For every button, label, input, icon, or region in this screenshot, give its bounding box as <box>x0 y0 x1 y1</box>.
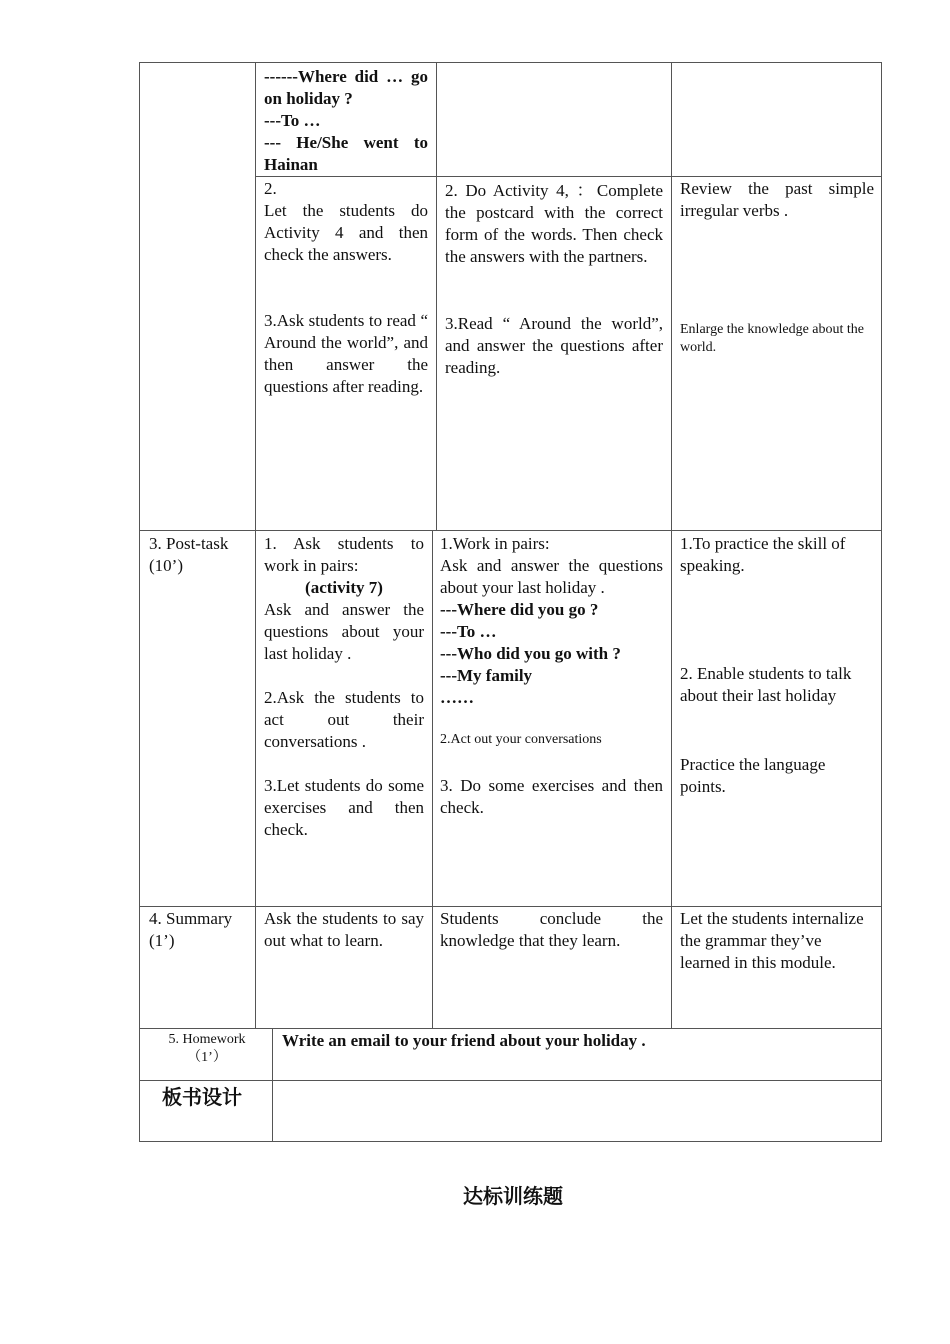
row-divider-board <box>139 1080 882 1081</box>
post-task-teacher-cell <box>264 533 424 841</box>
step2-teacher-number: 2. <box>264 179 277 198</box>
dialogue-line-4: ---My family <box>440 666 533 685</box>
step3-purpose-cell: Enlarge the knowledge about the world. <box>680 322 865 355</box>
col-divider-stage <box>255 62 256 1028</box>
continuation-teacher-cell <box>264 66 428 176</box>
row-divider-continuation <box>255 176 882 177</box>
homework-stage-cell <box>146 1031 268 1067</box>
col-divider-student <box>671 62 672 1028</box>
homework-stage-label: 5. Homework <box>168 1032 246 1047</box>
post-task-teacher-item3: 3.Let students do some exercises and then check. <box>264 776 424 839</box>
row-divider-homework <box>139 1028 882 1029</box>
dialogue-line-3: ---Who did you go with ? <box>440 644 621 663</box>
post-task-teacher-item2: 2.Ask the students to act out their conversations . <box>264 688 424 751</box>
summary-purpose-cell: Let the students internalize the grammar they’ve learned in this module. <box>680 909 864 972</box>
summary-student-cell: Students conclude the knowledge that they learn. <box>440 909 663 950</box>
row-divider-post-task <box>139 530 882 531</box>
post-task-purpose-2: 2. Enable students to talk about their last holiday <box>680 664 852 705</box>
continuation-line-3: --- He/She went to Hainan <box>264 133 428 174</box>
step3-student-cell: 3.Read “ Around the world”, and answer the questions after reading. <box>445 314 663 377</box>
homework-stage-time: （1’） <box>187 1050 227 1065</box>
continuation-line-2: ---To … <box>264 111 321 130</box>
col-divider-homework <box>272 1028 273 1142</box>
post-task-student-cell <box>440 533 663 819</box>
post-task-teacher-activity: (activity 7) <box>305 578 383 597</box>
post-task-purpose-1: 1.To practice the skill of speaking. <box>680 534 846 575</box>
post-task-student-item2: 2.Act out your conversations <box>440 732 602 747</box>
continuation-line-1: ------Where did … go on holiday ? <box>264 67 428 108</box>
summary-teacher-cell: Ask the students to say out what to learn. <box>264 909 424 950</box>
dialogue-line-2: ---To … <box>440 622 497 641</box>
dialogue-line-1: ---Where did you go ? <box>440 600 599 619</box>
post-task-student-item1: 1.Work in pairs: <box>440 534 550 553</box>
post-task-student-item1-detail: Ask and answer the questions about your last holiday . <box>440 556 663 597</box>
post-task-student-item3: 3. Do some exercises and then check. <box>440 776 663 817</box>
step2-purpose-cell: Review the past simple irregular verbs . <box>680 179 874 220</box>
col-divider-teacher-bottom <box>432 530 433 1028</box>
board-design-label: 板书设计 <box>162 1085 242 1109</box>
step3-teacher-cell: 3.Ask students to read “ Around the world”, and then answer the questions after reading. <box>264 311 428 396</box>
step2-student-cell: 2. Do Activity 4, ：Complete the postcard with the correct form of the words. Then check the answers with the partners. <box>445 181 663 266</box>
dialogue-line-5: …… <box>440 688 474 707</box>
col-divider-teacher-top <box>436 62 437 530</box>
exercise-title: 达标训练题 <box>463 1184 563 1208</box>
post-task-teacher-item1-detail: Ask and answer the questions about your last holiday . <box>264 600 424 663</box>
post-task-teacher-item1: 1. Ask students to work in pairs: <box>264 534 424 575</box>
row-divider-summary <box>139 906 882 907</box>
post-task-stage-cell: 3. Post-task (10’) <box>149 534 229 575</box>
step2-teacher-text: Let the students do Activity 4 and then check the answers. <box>264 201 428 264</box>
summary-stage-cell: 4. Summary (1’) <box>149 909 233 950</box>
post-task-purpose-3: Practice the language points. <box>680 755 826 796</box>
homework-content-cell: Write an email to your friend about your holiday . <box>282 1031 646 1050</box>
step2-teacher-cell <box>264 178 428 266</box>
